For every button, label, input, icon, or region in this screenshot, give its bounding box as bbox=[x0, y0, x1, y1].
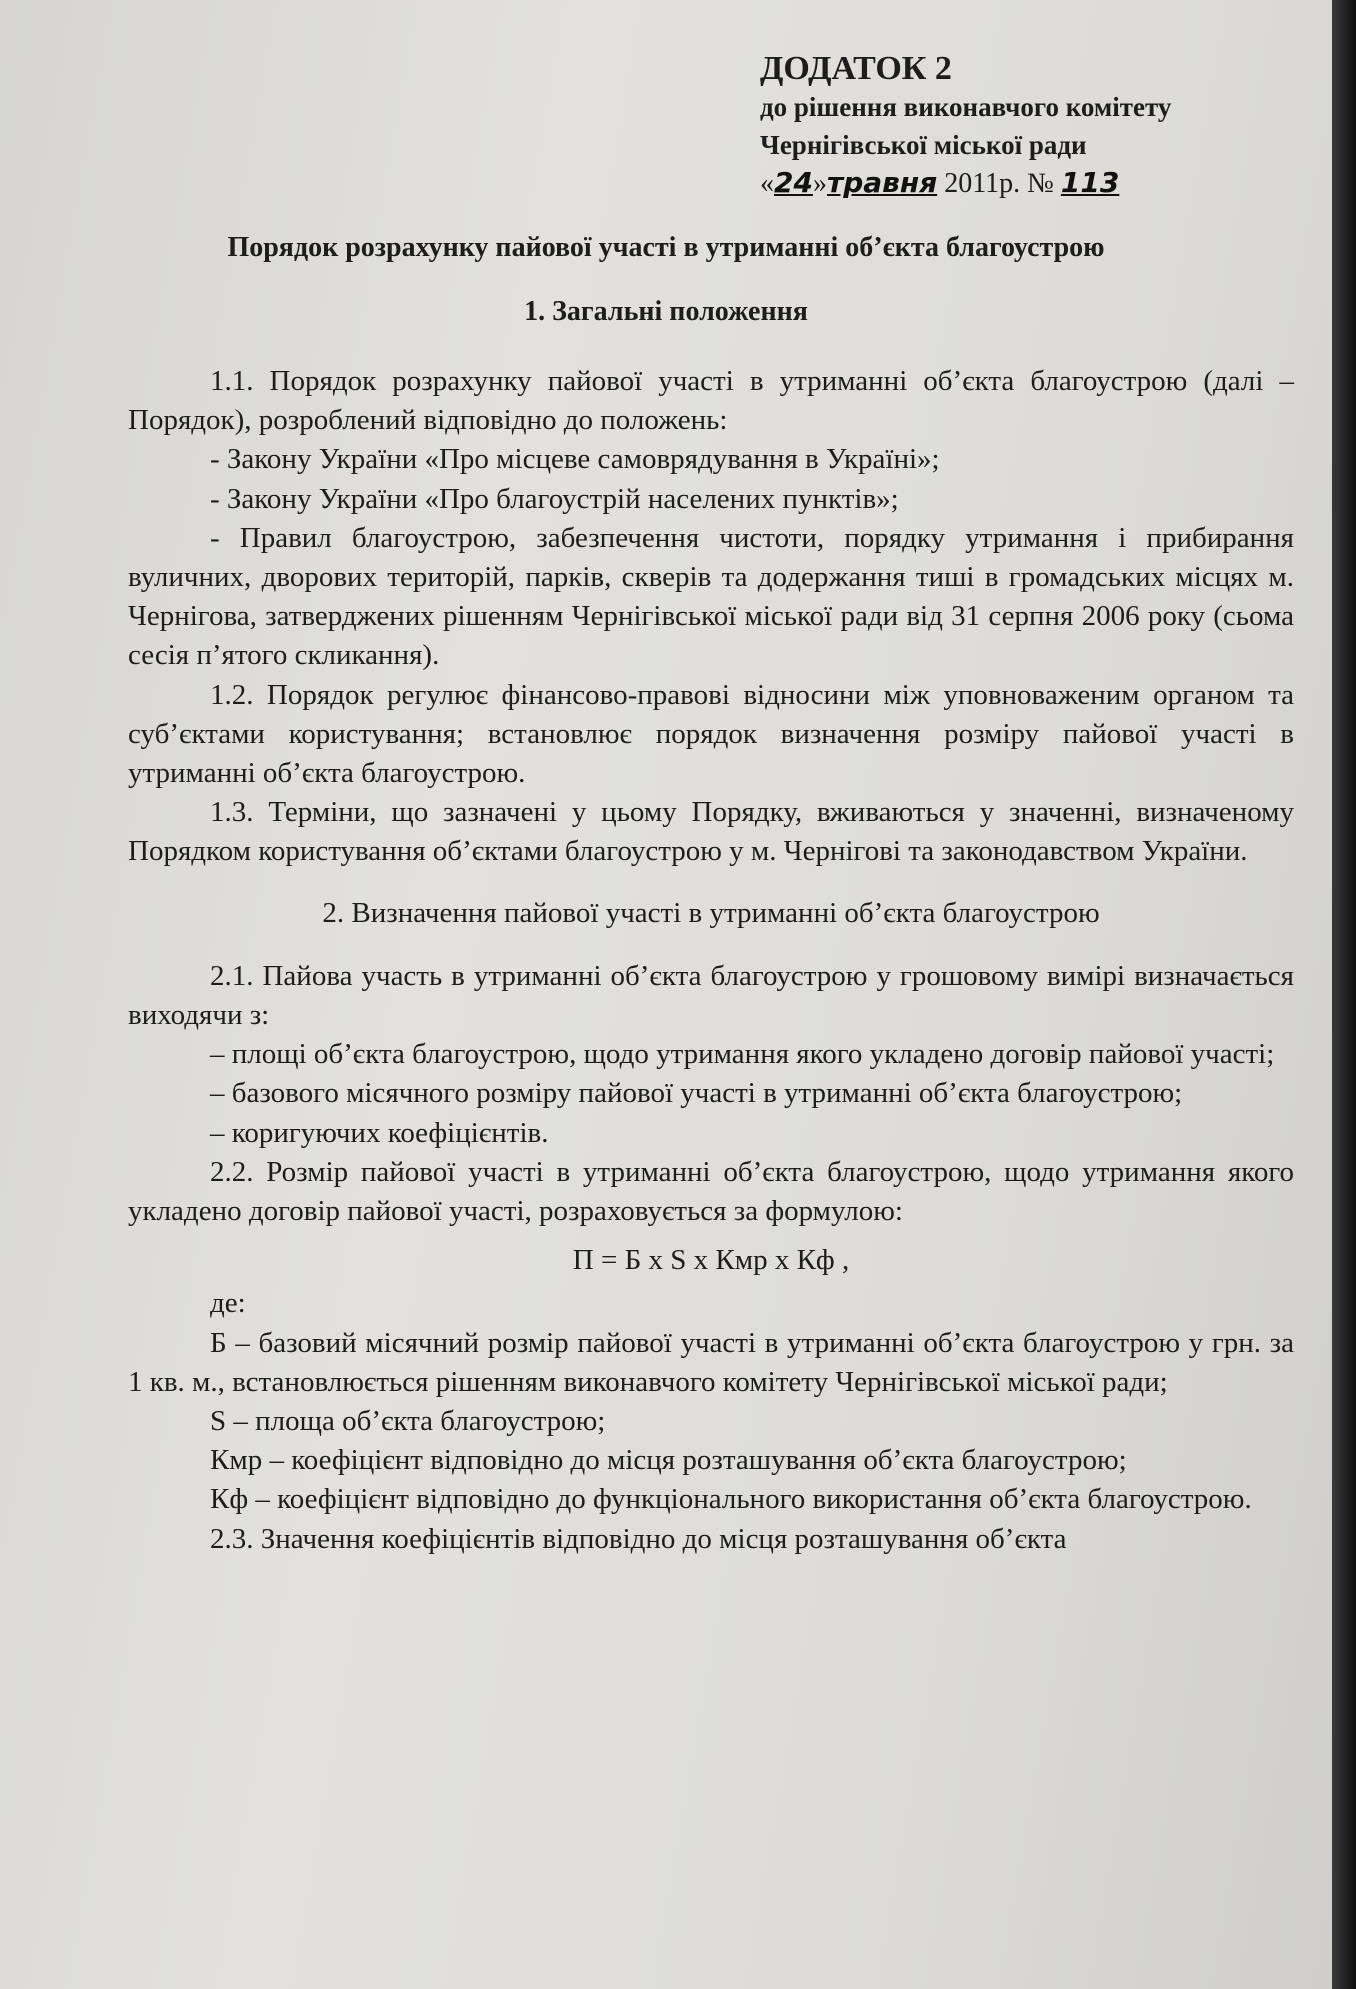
definition-kmr: Кмр – коефіцієнт відповідно до місця розташування об’єкта благоустрою; bbox=[210, 1444, 1127, 1477]
formula: П = Б х S х Кмр х Кф , bbox=[572, 1244, 850, 1277]
section-1-title: 1. Загальні положення bbox=[524, 296, 808, 327]
definition-kf: Кф – коефіцієнт відповідно до функціонального використання об’єкта благоустрою. bbox=[210, 1483, 1252, 1516]
appendix-title: ДОДАТОК 2 bbox=[760, 50, 952, 87]
date-year: 2011р. № bbox=[944, 168, 1054, 199]
document-title: Порядок розрахунку пайової участі в утриманні об’єкта благоустрою bbox=[227, 232, 1105, 263]
list-item-base-size: – базового місячного розміру пайової участі в утриманні об’єкта благоустрою; bbox=[210, 1077, 1183, 1110]
list-item-law-self-government: - Закону України «Про місцеве самоврядування в Україні»; bbox=[210, 443, 940, 476]
paragraph-2-1: 2.1. Пайова участь в утриманні об’єкта благоустрою у грошовому вимірі визначається виходячи з: bbox=[128, 959, 1294, 1032]
date-close-quote: » bbox=[812, 168, 827, 199]
list-item-area: – площі об’єкта благоустрою, щодо утримання якого укладено договір пайової участі; bbox=[210, 1038, 1275, 1071]
definition-s: S – площа об’єкта благоустрою; bbox=[210, 1405, 606, 1438]
paragraph-2-2: 2.2. Розмір пайової участі в утриманні об’єкта благоустрою, щодо утримання якого укладено договір пайової участі, розраховується за формулою: bbox=[128, 1155, 1294, 1228]
document-body bbox=[128, 362, 1294, 1559]
appendix-header bbox=[760, 50, 1171, 203]
paragraph-1-2: 1.2. Порядок регулює фінансово-правові відносини між уповноваженим органом та суб’єктами користування; встановлює порядок визначення розміру пайової участі в утриманні об’єкта благоустрою. bbox=[128, 678, 1294, 790]
handwritten-month: травня bbox=[826, 166, 938, 199]
paragraph-1-3: 1.3. Терміни, що зазначені у цьому Порядку, вживаються у значенні, визначеному Порядком користування об’єктами благоустрою у м. Чернігові та законодавством України. bbox=[128, 796, 1294, 868]
date-open-quote: « bbox=[760, 168, 774, 199]
page-edge-shadow bbox=[1332, 0, 1356, 1989]
section-2-title: 2. Визначення пайової участі в утриманні об’єкта благоустрою bbox=[322, 896, 1100, 929]
list-item-improvement-rules: - Правил благоустрою, забезпечення чистоти, порядку утримання і прибирання вуличних, дворових територій, парків, скверів та додержання тиші в громадських місцях м. Чернігова, затверджених рішенням Чернігівської міської ради від 31 серпня 2006 року (сьома сесія п’ятого скликання). bbox=[128, 521, 1294, 672]
handwritten-number: 113 bbox=[1060, 166, 1120, 199]
paragraph-2-3: 2.3. Значення коефіцієнтів відповідно до місця розташування об’єкта bbox=[210, 1522, 1067, 1555]
definition-b: Б – базовий місячний розмір пайової участі в утриманні об’єкта благоустрою у грн. за 1 кв. м., встановлюється рішенням виконавчого комітету Чернігівської міської ради; bbox=[128, 1326, 1294, 1398]
appendix-decision-line: до рішення виконавчого комітету bbox=[760, 92, 1172, 122]
list-item-coefficients: – коригуючих коефіцієнтів. bbox=[210, 1116, 549, 1149]
list-item-law-improvement: - Закону України «Про благоустрій населених пунктів»; bbox=[210, 482, 899, 515]
where-label: де: bbox=[210, 1287, 246, 1320]
paragraph-1-1: 1.1. Порядок розрахунку пайової участі в утриманні об’єкта благоустрою (далі – Порядок), розроблений відповідно до положень: bbox=[128, 365, 1294, 437]
appendix-council-line: Чернігівської міської ради bbox=[760, 130, 1087, 160]
appendix-date-line bbox=[760, 164, 1171, 203]
handwritten-day: 24 bbox=[774, 166, 813, 199]
